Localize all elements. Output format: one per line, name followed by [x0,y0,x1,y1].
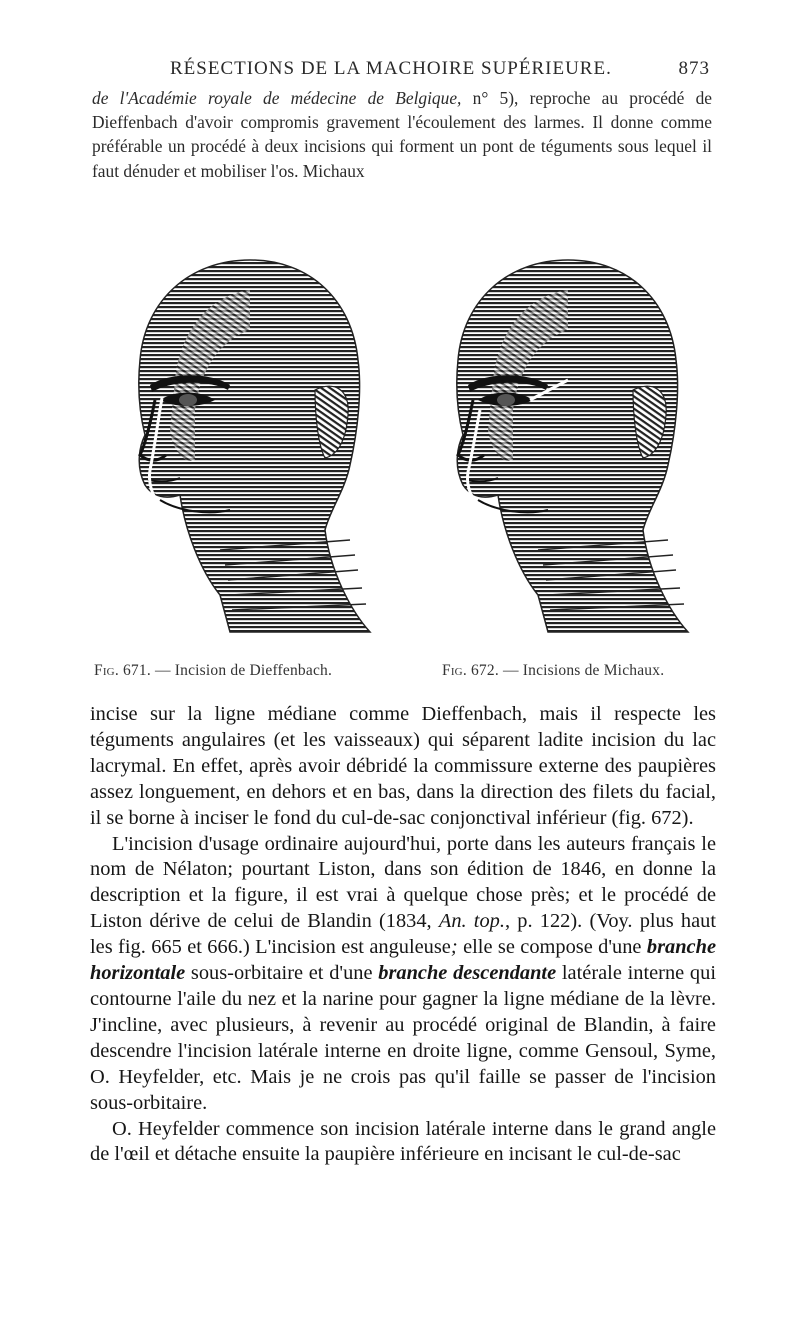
figure-672-caption [442,662,664,680]
body-paragraph-3: O. Heyfelder commence son incision latérale interne dans le grand angle de l'œil et détache ensuite la paupière inférieure en incisant le cul-de-sac [90,1117,716,1166]
top-paragraph [92,86,712,183]
page-number: 873 [678,58,710,79]
figure-672-caption-text: — Incisions de Michaux. [498,662,665,679]
body-text [90,702,716,1168]
running-title: RÉSECTIONS DE LA MACHOIRE SUPÉRIEURE. [170,58,612,79]
figure-671-label: Fig. 671. [94,662,151,679]
p2-text-b: , p. 122). (Voy. plus haut les fig. 665 et 666.) L'incision est anguleuse [90,910,717,959]
body-paragraph-2 [90,832,716,1117]
term-horizontal-branch: branche horizontale [90,936,716,985]
journal-citation: de l'Académie royale de médecine de Belgique, [92,88,462,108]
top-paragraph-text: n° 5), reproche au procédé de Dieffenbach d'avoir compromis gravement l'écoulement des larmes. Il donne comme préférable un procédé à deux incisions qui forment un pont de téguments sous lequel il faut dénuder et mobiliser l'os. Michaux [92,88,712,181]
figure-672-label: Fig. 672. [442,662,499,679]
figure-672 [418,250,718,640]
figure-671-caption [94,662,332,680]
p2-text-a: L'incision d'usage ordinaire aujourd'hui, porte dans les auteurs français le nom de Nélaton; pourtant Liston, dans son édition de 1846, en donne la description et la figure, il est vrai à quelque chose près; et le procédé de Liston dérive de celui de Blandin (1834, [90,832,716,933]
p2-reference: An. top. [438,910,505,933]
p2-text-d: sous-orbitaire et d'une [185,962,379,985]
p2-text-e: latérale interne qui contourne l'aile du nez et la narine pour gagner la ligne médiane de la lèvre. J'incline, avec plusieurs, à revenir au procédé original de Blandin, à faire descendre l'incision latérale interne en droite ligne, comme Gensoul, Syme, O. Heyfelder, etc. Mais je ne crois pas qu'il faille se passer de l'incision sous-orbitaire. [90,962,716,1114]
term-descending-branch: branche descendante [378,962,557,985]
figure-671 [100,250,400,640]
figure-671-caption-text: — Incision de Dieffenbach. [150,662,333,679]
p2-text-c: elle se compose d'une [457,936,647,959]
p2-semicolon: ; [450,936,458,959]
body-paragraph-1: incise sur la ligne médiane comme Dieffenbach, mais il respecte les téguments angulaires (et les vaisseaux) qui séparent ladite incision du lac lacrymal. En effet, après avoir débridé la commissure externe des paupières assez longuement, en dehors et en bas, dans la direction des filets du facial, il se borne à inciser le fond du cul-de-sac conjonctival inférieur (fig. 672). [90,703,716,829]
figures-row [100,250,720,650]
head-engraving-michaux [418,250,718,640]
head-engraving-dieffenbach [100,250,400,640]
